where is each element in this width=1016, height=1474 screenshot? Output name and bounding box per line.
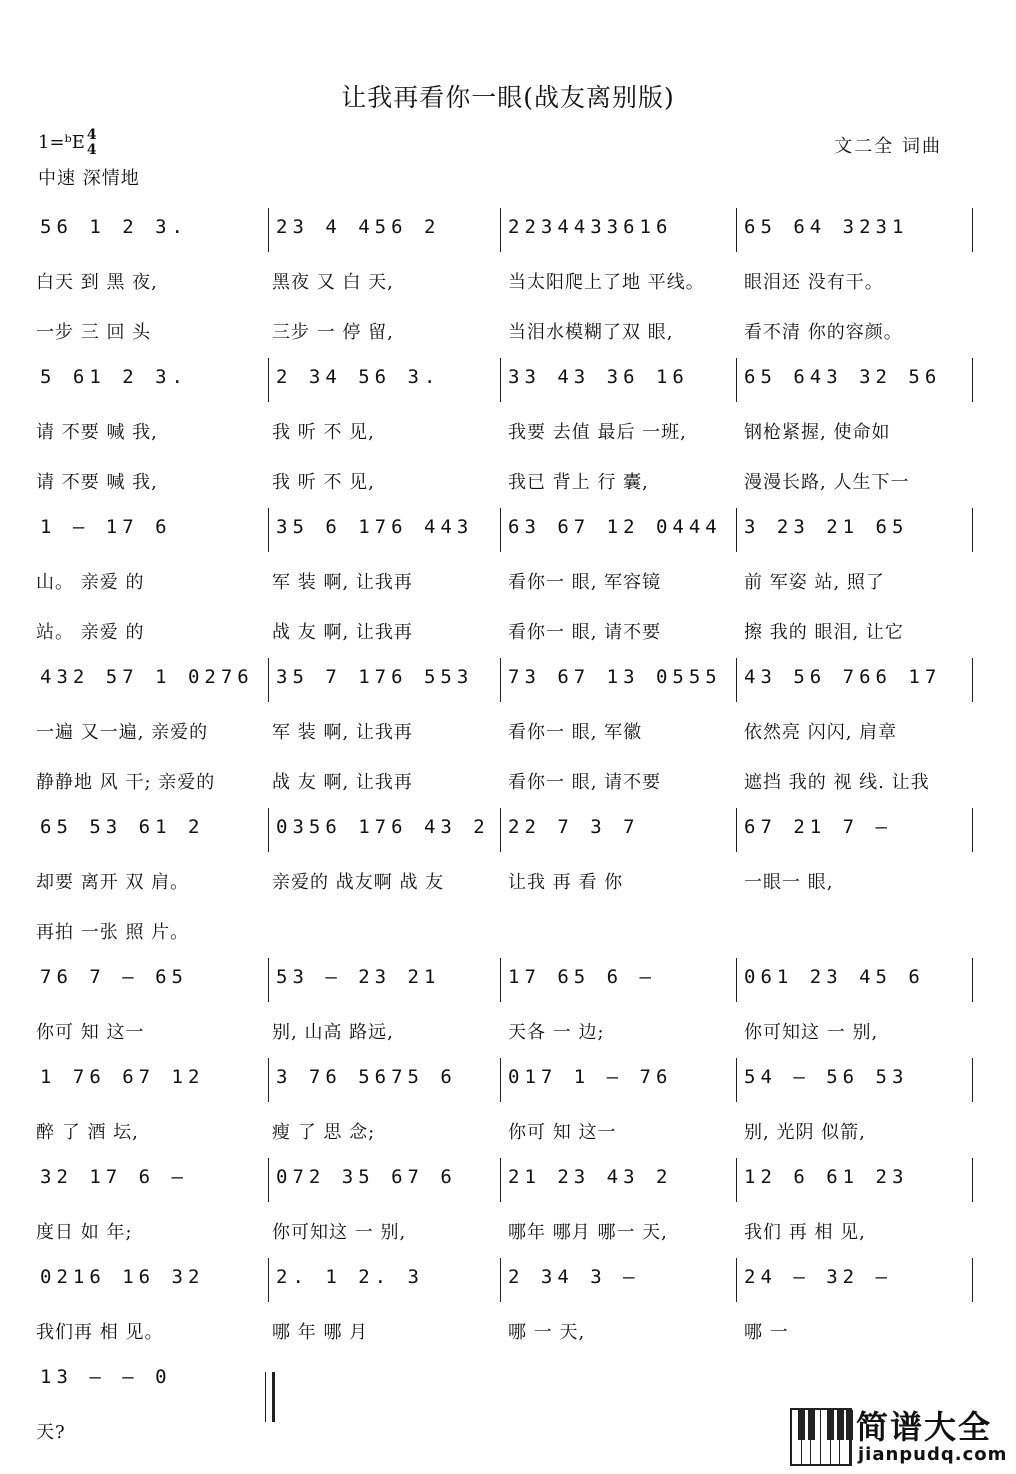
measure (36, 360, 272, 400)
lyric-row (36, 1306, 976, 1356)
lyric-row (36, 706, 976, 756)
notation-row (36, 1356, 976, 1406)
time-bottom: 4 (86, 142, 97, 158)
barline (736, 808, 737, 852)
lyric-segment: 我们再 相 见。 (36, 1322, 164, 1343)
measure-notes: 2. 1 2. 3 (276, 1266, 424, 1288)
notation-row (36, 1156, 976, 1206)
barline (736, 1158, 737, 1202)
composer-credit: 文二全 词曲 (834, 136, 942, 157)
barline (736, 958, 737, 1002)
measure (504, 1060, 740, 1100)
measure-notes: 432 57 1 0276 (40, 666, 254, 688)
measure (36, 510, 272, 550)
key-label: 1=ᵇE (38, 132, 85, 153)
notation-row (36, 806, 976, 856)
measure (272, 810, 508, 850)
barline (736, 358, 737, 402)
measure (740, 1260, 976, 1300)
lyric-segment: 黑夜 又 白 天, (272, 272, 394, 293)
notation-row (36, 956, 976, 1006)
lyric-segment: 你可 知 这一 (36, 1022, 145, 1043)
measure (36, 1360, 272, 1400)
measure-notes: 1 — 17 6 (40, 516, 172, 538)
barline (268, 208, 269, 252)
lyric-segment: 眼泪还 没有干。 (744, 272, 884, 293)
measure (740, 810, 976, 850)
measure-notes: 54 — 56 53 (744, 1066, 909, 1088)
lyric-row (36, 756, 976, 806)
measure-notes: 67 21 7 — (744, 816, 892, 838)
measure (272, 660, 508, 700)
measure-notes: 0216 16 32 (40, 1266, 205, 1288)
measure-notes: 072 35 67 6 (276, 1166, 457, 1188)
barline (972, 358, 973, 402)
measure (36, 1260, 272, 1300)
lyric-segment: 遮挡 我的 视 线. 让我 (744, 772, 930, 793)
lyric-segment: 我 听 不 见, (272, 422, 375, 443)
measure (272, 360, 508, 400)
lyric-segment: 看不清 你的容颜。 (744, 322, 903, 343)
lyric-segment: 战 友 啊, 让我再 (272, 622, 413, 643)
measure (36, 960, 272, 1000)
lyric-segment: 站。 亲爱 的 (36, 622, 145, 643)
barline (972, 1258, 973, 1302)
lyric-segment: 哪 一 天, (508, 1322, 586, 1343)
notation-row (36, 506, 976, 556)
measure-notes: 53 — 23 21 (276, 966, 441, 988)
barline (972, 508, 973, 552)
watermark-logo (790, 1400, 1010, 1470)
lyric-segment: 前 军姿 站, 照了 (744, 572, 885, 593)
measure (272, 210, 508, 250)
measure-notes: 65 643 32 56 (744, 366, 942, 388)
barline (500, 658, 501, 702)
lyric-segment: 别, 山高 路远, (272, 1022, 394, 1043)
notation-row (36, 356, 976, 406)
measure-notes: 3 23 21 65 (744, 516, 909, 538)
measure (272, 1160, 508, 1200)
barline (972, 958, 973, 1002)
lyric-segment: 你可知这 一 别, (272, 1222, 407, 1243)
measure (272, 1260, 508, 1300)
watermark-url: jianpudq.com (858, 1444, 1008, 1465)
measure-notes: 2234433616 (508, 216, 673, 238)
barline (500, 508, 501, 552)
measure (504, 960, 740, 1000)
lyric-segment: 三步 一 停 留, (272, 322, 394, 343)
barline (268, 958, 269, 1002)
time-top: 4 (86, 127, 97, 143)
lyric-segment: 山。 亲爱 的 (36, 572, 145, 593)
lyric-row (36, 256, 976, 306)
lyric-segment: 哪 年 哪 月 (272, 1322, 369, 1343)
lyric-row (36, 556, 976, 606)
measure-notes: 24 — 32 — (744, 1266, 892, 1288)
measure (740, 960, 976, 1000)
measure-notes: 23 4 456 2 (276, 216, 441, 238)
lyric-segment: 依然亮 闪闪, 肩章 (744, 722, 898, 743)
barline (500, 1258, 501, 1302)
lyric-segment: 亲爱的 战友啊 战 友 (272, 872, 445, 893)
lyric-segment: 看你一 眼, 军徽 (508, 722, 643, 743)
notation-row (36, 656, 976, 706)
tempo-marking: 中速 深情地 (38, 168, 140, 189)
barline (972, 1058, 973, 1102)
measure (36, 1160, 272, 1200)
lyric-segment: 战 友 啊, 让我再 (272, 772, 413, 793)
barline (500, 358, 501, 402)
lyric-segment: 看你一 眼, 军容镜 (508, 572, 662, 593)
barline (268, 1058, 269, 1102)
barline (736, 658, 737, 702)
barline (268, 358, 269, 402)
lyric-segment: 瘦 了 思 念; (272, 1122, 376, 1143)
measure (272, 510, 508, 550)
lyric-segment: 哪年 哪月 哪一 天, (508, 1222, 668, 1243)
measure-notes: 33 43 36 16 (508, 366, 689, 388)
barline (736, 208, 737, 252)
measure-notes: 2 34 56 3. (276, 366, 441, 388)
barline (500, 808, 501, 852)
page-title: 让我再看你一眼(战友离别版) (341, 83, 675, 112)
notation-row (36, 206, 976, 256)
lyric-segment: 请 不要 喊 我, (36, 472, 158, 493)
lyric-row (36, 856, 976, 906)
lyric-segment: 哪 一 (744, 1322, 789, 1343)
lyric-row (36, 1206, 976, 1256)
barline (268, 508, 269, 552)
measure-notes: 061 23 45 6 (744, 966, 925, 988)
measure (740, 1060, 976, 1100)
barline (500, 1158, 501, 1202)
lyric-segment: 我要 去值 最后 一班, (508, 422, 687, 443)
measure (272, 1060, 508, 1100)
measure (740, 510, 976, 550)
barline (972, 808, 973, 852)
measure-notes: 21 23 43 2 (508, 1166, 673, 1188)
measure (504, 660, 740, 700)
lyric-segment: 一步 三 回 头 (36, 322, 152, 343)
measure (504, 510, 740, 550)
lyric-segment: 看你一 眼, 请不要 (508, 622, 662, 643)
lyric-segment: 我已 背上 行 囊, (508, 472, 649, 493)
lyric-segment: 当泪水模糊了双 眼, (508, 322, 674, 343)
lyric-segment: 你可 知 这一 (508, 1122, 617, 1143)
measure (504, 360, 740, 400)
barline (736, 1258, 737, 1302)
lyric-segment: 钢枪紧握, 使命如 (744, 422, 891, 443)
measure (740, 1160, 976, 1200)
measure-notes: 3 76 5675 6 (276, 1066, 457, 1088)
lyric-row (36, 1006, 976, 1056)
measure-notes: 76 7 — 65 (40, 966, 188, 988)
measure-notes: 56 1 2 3. (40, 216, 188, 238)
lyric-segment: 白天 到 黑 夜, (36, 272, 158, 293)
lyric-segment: 天各 一 边; (508, 1022, 605, 1043)
measure (36, 210, 272, 250)
measure (740, 210, 976, 250)
measure-notes: 63 67 12 0444 (508, 516, 722, 538)
lyric-row (36, 906, 976, 956)
measure (740, 360, 976, 400)
key-signature (38, 128, 97, 158)
measure (740, 660, 976, 700)
barline (736, 1058, 737, 1102)
measure-notes: 1 76 67 12 (40, 1066, 205, 1088)
lyric-segment: 一眼一 眼, (744, 872, 834, 893)
lyric-row (36, 1106, 976, 1156)
lyric-segment: 请 不要 喊 我, (36, 422, 158, 443)
notation-row (36, 1056, 976, 1106)
lyric-segment: 天? (36, 1422, 66, 1443)
barline (500, 208, 501, 252)
lyric-row (36, 456, 976, 506)
measure (504, 1160, 740, 1200)
barline (500, 1058, 501, 1102)
lyric-segment: 擦 我的 眼泪, 让它 (744, 622, 904, 643)
measure (504, 1260, 740, 1300)
lyric-segment: 一遍 又一遍, 亲爱的 (36, 722, 209, 743)
measure-notes: 017 1 — 76 (508, 1066, 673, 1088)
barline (736, 508, 737, 552)
measure-notes: 2 34 3 — (508, 1266, 640, 1288)
measure (36, 1060, 272, 1100)
measure (504, 210, 740, 250)
measure (272, 960, 508, 1000)
barline (268, 1258, 269, 1302)
lyric-segment: 我们 再 相 见, (744, 1222, 866, 1243)
lyric-segment: 静静地 风 干; 亲爱的 (36, 772, 216, 793)
measure-notes: 17 65 6 — (508, 966, 656, 988)
measure-notes: 32 17 6 — (40, 1166, 188, 1188)
lyric-segment: 让我 再 看 你 (508, 872, 624, 893)
lyric-segment: 当太阳爬上了地 平线。 (508, 272, 705, 293)
measure (504, 810, 740, 850)
notation-row (36, 1256, 976, 1306)
measure-notes: 73 67 13 0555 (508, 666, 722, 688)
barline (268, 658, 269, 702)
barline (268, 808, 269, 852)
measure-notes: 35 6 176 443 (276, 516, 474, 538)
lyric-segment: 醉 了 酒 坛, (36, 1122, 139, 1143)
measure (36, 810, 272, 850)
measure-notes: 35 7 176 553 (276, 666, 474, 688)
watermark-brand: 简谱大全 (856, 1408, 993, 1446)
barline (268, 1158, 269, 1202)
measure (36, 660, 272, 700)
lyric-segment: 却要 离开 双 肩。 (36, 872, 190, 893)
barline (972, 1158, 973, 1202)
lyric-segment: 漫漫长路, 人生下一 (744, 472, 910, 493)
barline (500, 958, 501, 1002)
measure-notes: 43 56 766 17 (744, 666, 942, 688)
lyric-segment: 军 装 啊, 让我再 (272, 572, 413, 593)
lyric-segment: 军 装 啊, 让我再 (272, 722, 413, 743)
lyric-segment: 再拍 一张 照 片。 (36, 922, 190, 943)
lyric-row (36, 406, 976, 456)
piano-keys-icon (790, 1408, 852, 1466)
measure-notes: 65 53 61 2 (40, 816, 205, 838)
lyric-segment: 度日 如 年; (36, 1222, 133, 1243)
final-barline (265, 1372, 275, 1422)
lyric-segment: 你可知这 一 别, (744, 1022, 879, 1043)
measure-notes: 12 6 61 23 (744, 1166, 909, 1188)
lyric-row (36, 606, 976, 656)
measure-notes: 5 61 2 3. (40, 366, 188, 388)
barline (972, 208, 973, 252)
lyric-segment: 别, 光阴 似箭, (744, 1122, 866, 1143)
lyric-segment: 看你一 眼, 请不要 (508, 772, 662, 793)
lyric-row (36, 306, 976, 356)
barline (972, 658, 973, 702)
measure-notes: 22 7 3 7 (508, 816, 640, 838)
measure-notes: 0356 176 43 2 (276, 816, 490, 838)
measure-notes: 13 — — 0 (40, 1366, 172, 1388)
time-signature (87, 128, 97, 158)
lyric-segment: 我 听 不 见, (272, 472, 375, 493)
measure-notes: 65 64 3231 (744, 216, 909, 238)
